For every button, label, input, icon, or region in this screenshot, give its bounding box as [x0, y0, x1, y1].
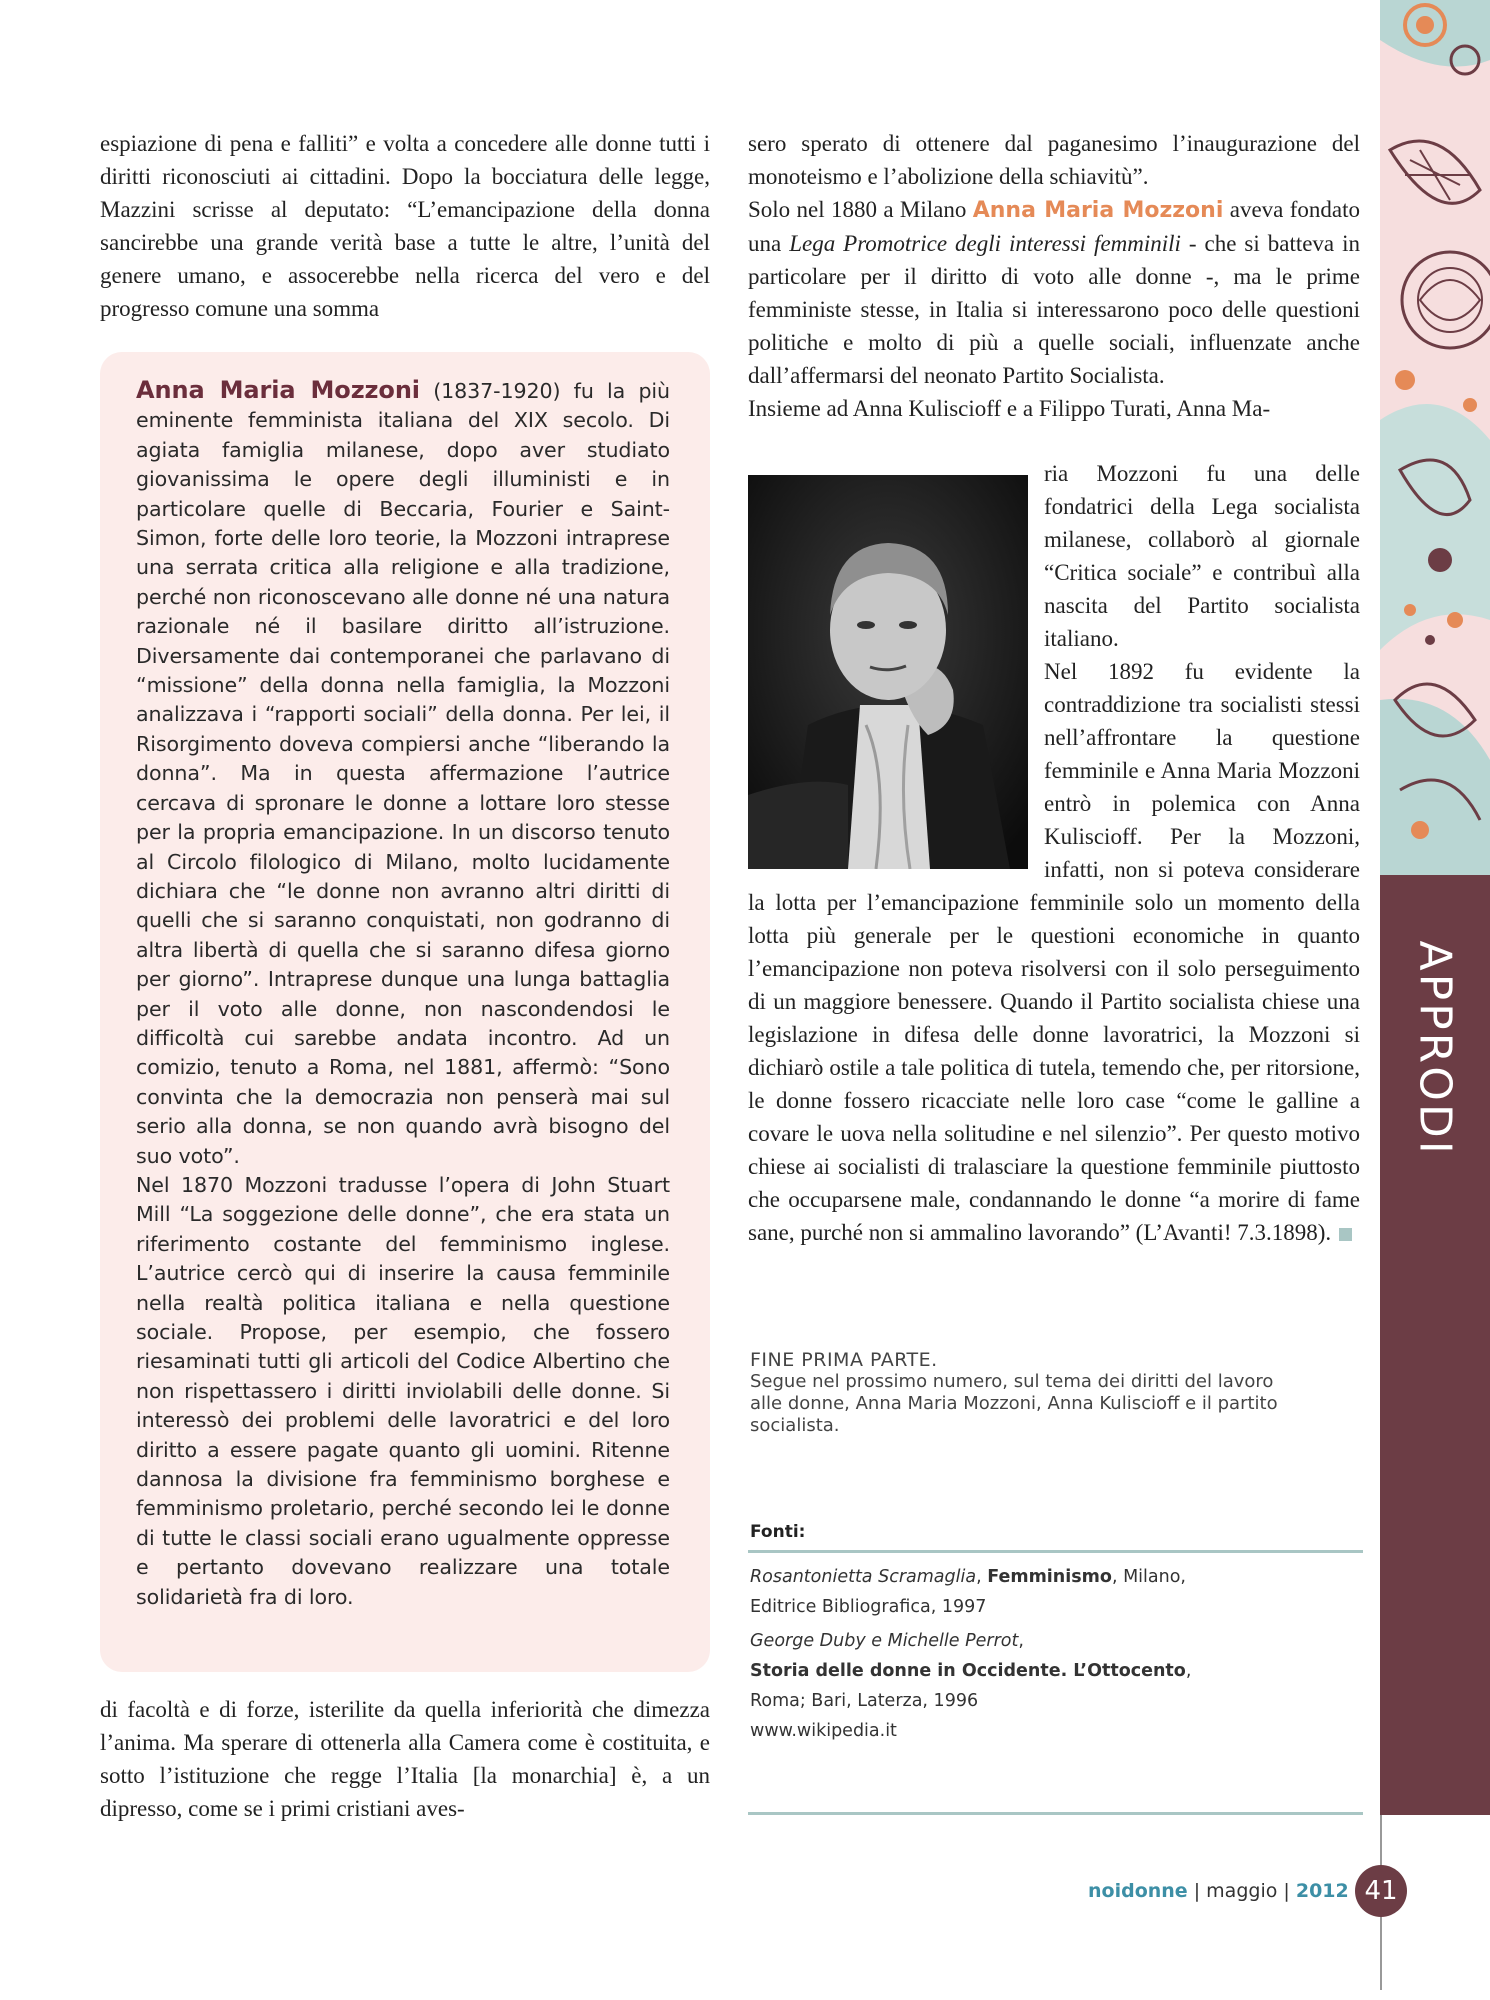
- source-3-link[interactable]: www.wikipedia.it: [750, 1721, 897, 1741]
- portrait-photo: [748, 475, 1028, 869]
- end-mark-square-icon: [1339, 1228, 1352, 1241]
- floral-pattern: [1380, 0, 1490, 875]
- paragraph: sero sperato di ottenere dal paganesimo l’inaugurazione del monoteismo e l’abolizione della schiavitù”.: [748, 131, 1360, 189]
- column-2-top-text: [748, 127, 1360, 425]
- footer: noidonne | maggio | 2012: [1088, 1880, 1349, 1902]
- paragraph: ria Mozzoni fu una delle fondatrici della Lega socialista milanese, collaborò al giornale “Critica sociale” e contribuì alla nascita del Partito socialista italiano.: [1044, 461, 1360, 651]
- end-note: [750, 1349, 1310, 1437]
- paragraph-lead: Insieme ad Anna Kuliscioff e a Filippo Turati, Anna Ma-: [748, 396, 1271, 421]
- end-note-title: FINE PRIMA PARTE.: [750, 1349, 938, 1371]
- biography-text: (1837-1920) fu la più eminente femminista italiana del XIX secolo. Di agiata famiglia milanese, dopo aver studiato giovanissima le opere degli illuministi e in particolare quelle di Beccaria, Fourier e Saint-Simon, forte delle loro teorie, la Mozzoni intraprese una serrata critica alla religione e alla tradizione, perché non riconoscevano alle donne né una natura razionale né il basilare diritto all’istruzione. Diversamente dai contemporanei che parlavano di “missione” della donna nella famiglia, la Mozzoni analizzava i “rapporti sociali” della donna. Per lei, il Risorgimento doveva compiersi anche “liberando la donna”. Ma in questa affermazione l’autrice cercava di spronare le donne a lottare loro stesse per la propria emancipazione. In un discorso tenuto al Circolo filologico di Milano, molto lucidamente dichiara che “le donne non avranno altri diritti di quelli che si saranno conquistati, non godranno di altra libertà di quella che si saranno difesa giorno per giorno”. Intraprese dunque una lunga battaglia per il voto alle donne, non nascondendosi le difficoltà cui sarebbe andata incontro. Ad un comizio, tenuto a Roma, nel 1881, affermò: “Sono convinta che la democrazia non penserà mai sul serio alla donna, se non quando avrà bisogno del suo voto”.: [136, 379, 670, 1168]
- paragraph: Nel 1892 fu evidente la contraddizione tra socialisti stessi nell’affrontare la questione femminile e Anna Maria Mozzoni entrò in polemica con Anna Kuliscioff. Per la Mozzoni, infatti, non si poteva considerare la lotta per l’emancipazione femminile solo un momento della lotta più generale per le questioni economiche in quanto l’emancipazione non poteva risolversi con il solo perseguimento di un maggiore benessere. Quando il Partito socialista chiese una legislazione in difesa delle donne lavoratrici, la Mozzoni si dichiarò ostile a tale politica di tutela, temendo che, per ritorsione, le donne fossero ricacciate nelle loro case “come le galline a covare le uova nella solitudine e nel silenzio”. Per questo motivo chiese ai socialisti di tralasciare la questione femminile piuttosto che occuparsene male, condannando le donne “a morire di fame sane, purché non si ammalino lavorando” (L’Avanti! 7.3.1898).: [748, 659, 1360, 1245]
- source-2-title: Storia delle donne in Occidente. L’Ottocento,: [750, 1661, 1192, 1681]
- column-2-wrapped-text: [748, 457, 1360, 1249]
- portrait-illustration: [748, 475, 1028, 869]
- section-label: APPRODI: [1409, 940, 1461, 1157]
- column-1-bottom-text: [100, 1693, 710, 1825]
- decorative-floral-strip: [1380, 0, 1490, 875]
- paragraph: di facoltà e di forze, isterilite da quella inferiorità che dimezza l’anima. Ma sperare di ottenerla alla Camera come è costituita, e sotto l’istituzione che regge l’Italia [la monarchia] è, a un dipresso, come se i primi cristiani aves-: [100, 1697, 710, 1821]
- biography-name: Anna Maria Mozzoni: [136, 376, 420, 404]
- source-2-publisher: Roma; Bari, Laterza, 1996: [750, 1691, 979, 1711]
- paragraph: Solo nel 1880 a Milano Anna Maria Mozzoni aveva fondato una Lega Promotrice degli interessi femminili - che si batteva in particolare per il diritto di voto alle donne -, ma le prime femministe stesse, in Italia si interessarono poco delle questioni politiche e molto di più a quelle sociali, influenzate anche dall’affermarsi del neonato Partito Socialista.: [748, 197, 1361, 388]
- source-1: Rosantonietta Scramaglia, Femminismo, Milano,: [750, 1567, 1186, 1587]
- biography-box-text: [136, 376, 670, 1612]
- sources-title: Fonti:: [750, 1522, 806, 1542]
- highlighted-name: Anna Maria Mozzoni: [972, 198, 1224, 223]
- issue-month: maggio: [1206, 1880, 1278, 1902]
- page-number: 41: [1355, 1865, 1407, 1917]
- sources-list: [750, 1562, 1350, 1746]
- biography-paragraph-1: [136, 376, 670, 1171]
- end-note-text: Segue nel prossimo numero, sul tema dei diritti del lavoro alle donne, Anna Maria Mozzoni, Anna Kuliscioff e il partito socialista.: [750, 1371, 1278, 1436]
- issue-year: 2012: [1295, 1880, 1349, 1902]
- sources-top-rule: [748, 1550, 1363, 1553]
- magazine-name: noidonne: [1088, 1880, 1188, 1902]
- sources-bottom-rule: [748, 1812, 1363, 1815]
- source-2: George Duby e Michelle Perrot,: [750, 1631, 1024, 1651]
- paragraph: espiazione di pena e falliti” e volta a concedere alle donne tutti i diritti riconosciuti ai cittadini. Dopo la bocciatura delle legge, Mazzini scrisse al deputato: “L’emancipazione della donna sancirebbe una grande verità base a tutte le altre, l’unità del genere umano, e assocerebbe nella ricerca del vero e del progresso comune una somma: [100, 131, 710, 321]
- column-1-top-text: [100, 127, 710, 325]
- biography-paragraph-2: Nel 1870 Mozzoni tradusse l’opera di John Stuart Mill “La soggezione delle donne”, che era stata un riferimento costante del femminismo inglese. L’autrice cercò qui di inserire la causa femminile nella realtà politica italiana e nella questione sociale. Propose, per esempio, che fossero riesaminati tutti gli articoli del Codice Albertino che non rispettassero i diritti inviolabili delle donne. Si interessò dei problemi delle lavoratrici e del loro diritto a essere pagate quanto gli uomini. Ritenne dannosa la divisione fra femminismo borghese e femminismo proletario, perché secondo lei le donne di tutte le classi sociali erano ugualmente oppresse e pertanto dovevano realizzare una totale solidarietà fra di loro.: [136, 1172, 670, 1609]
- source-1-publisher: Editrice Bibliografica, 1997: [750, 1597, 987, 1617]
- league-name: Lega Promotrice degli interessi femminili: [789, 231, 1181, 256]
